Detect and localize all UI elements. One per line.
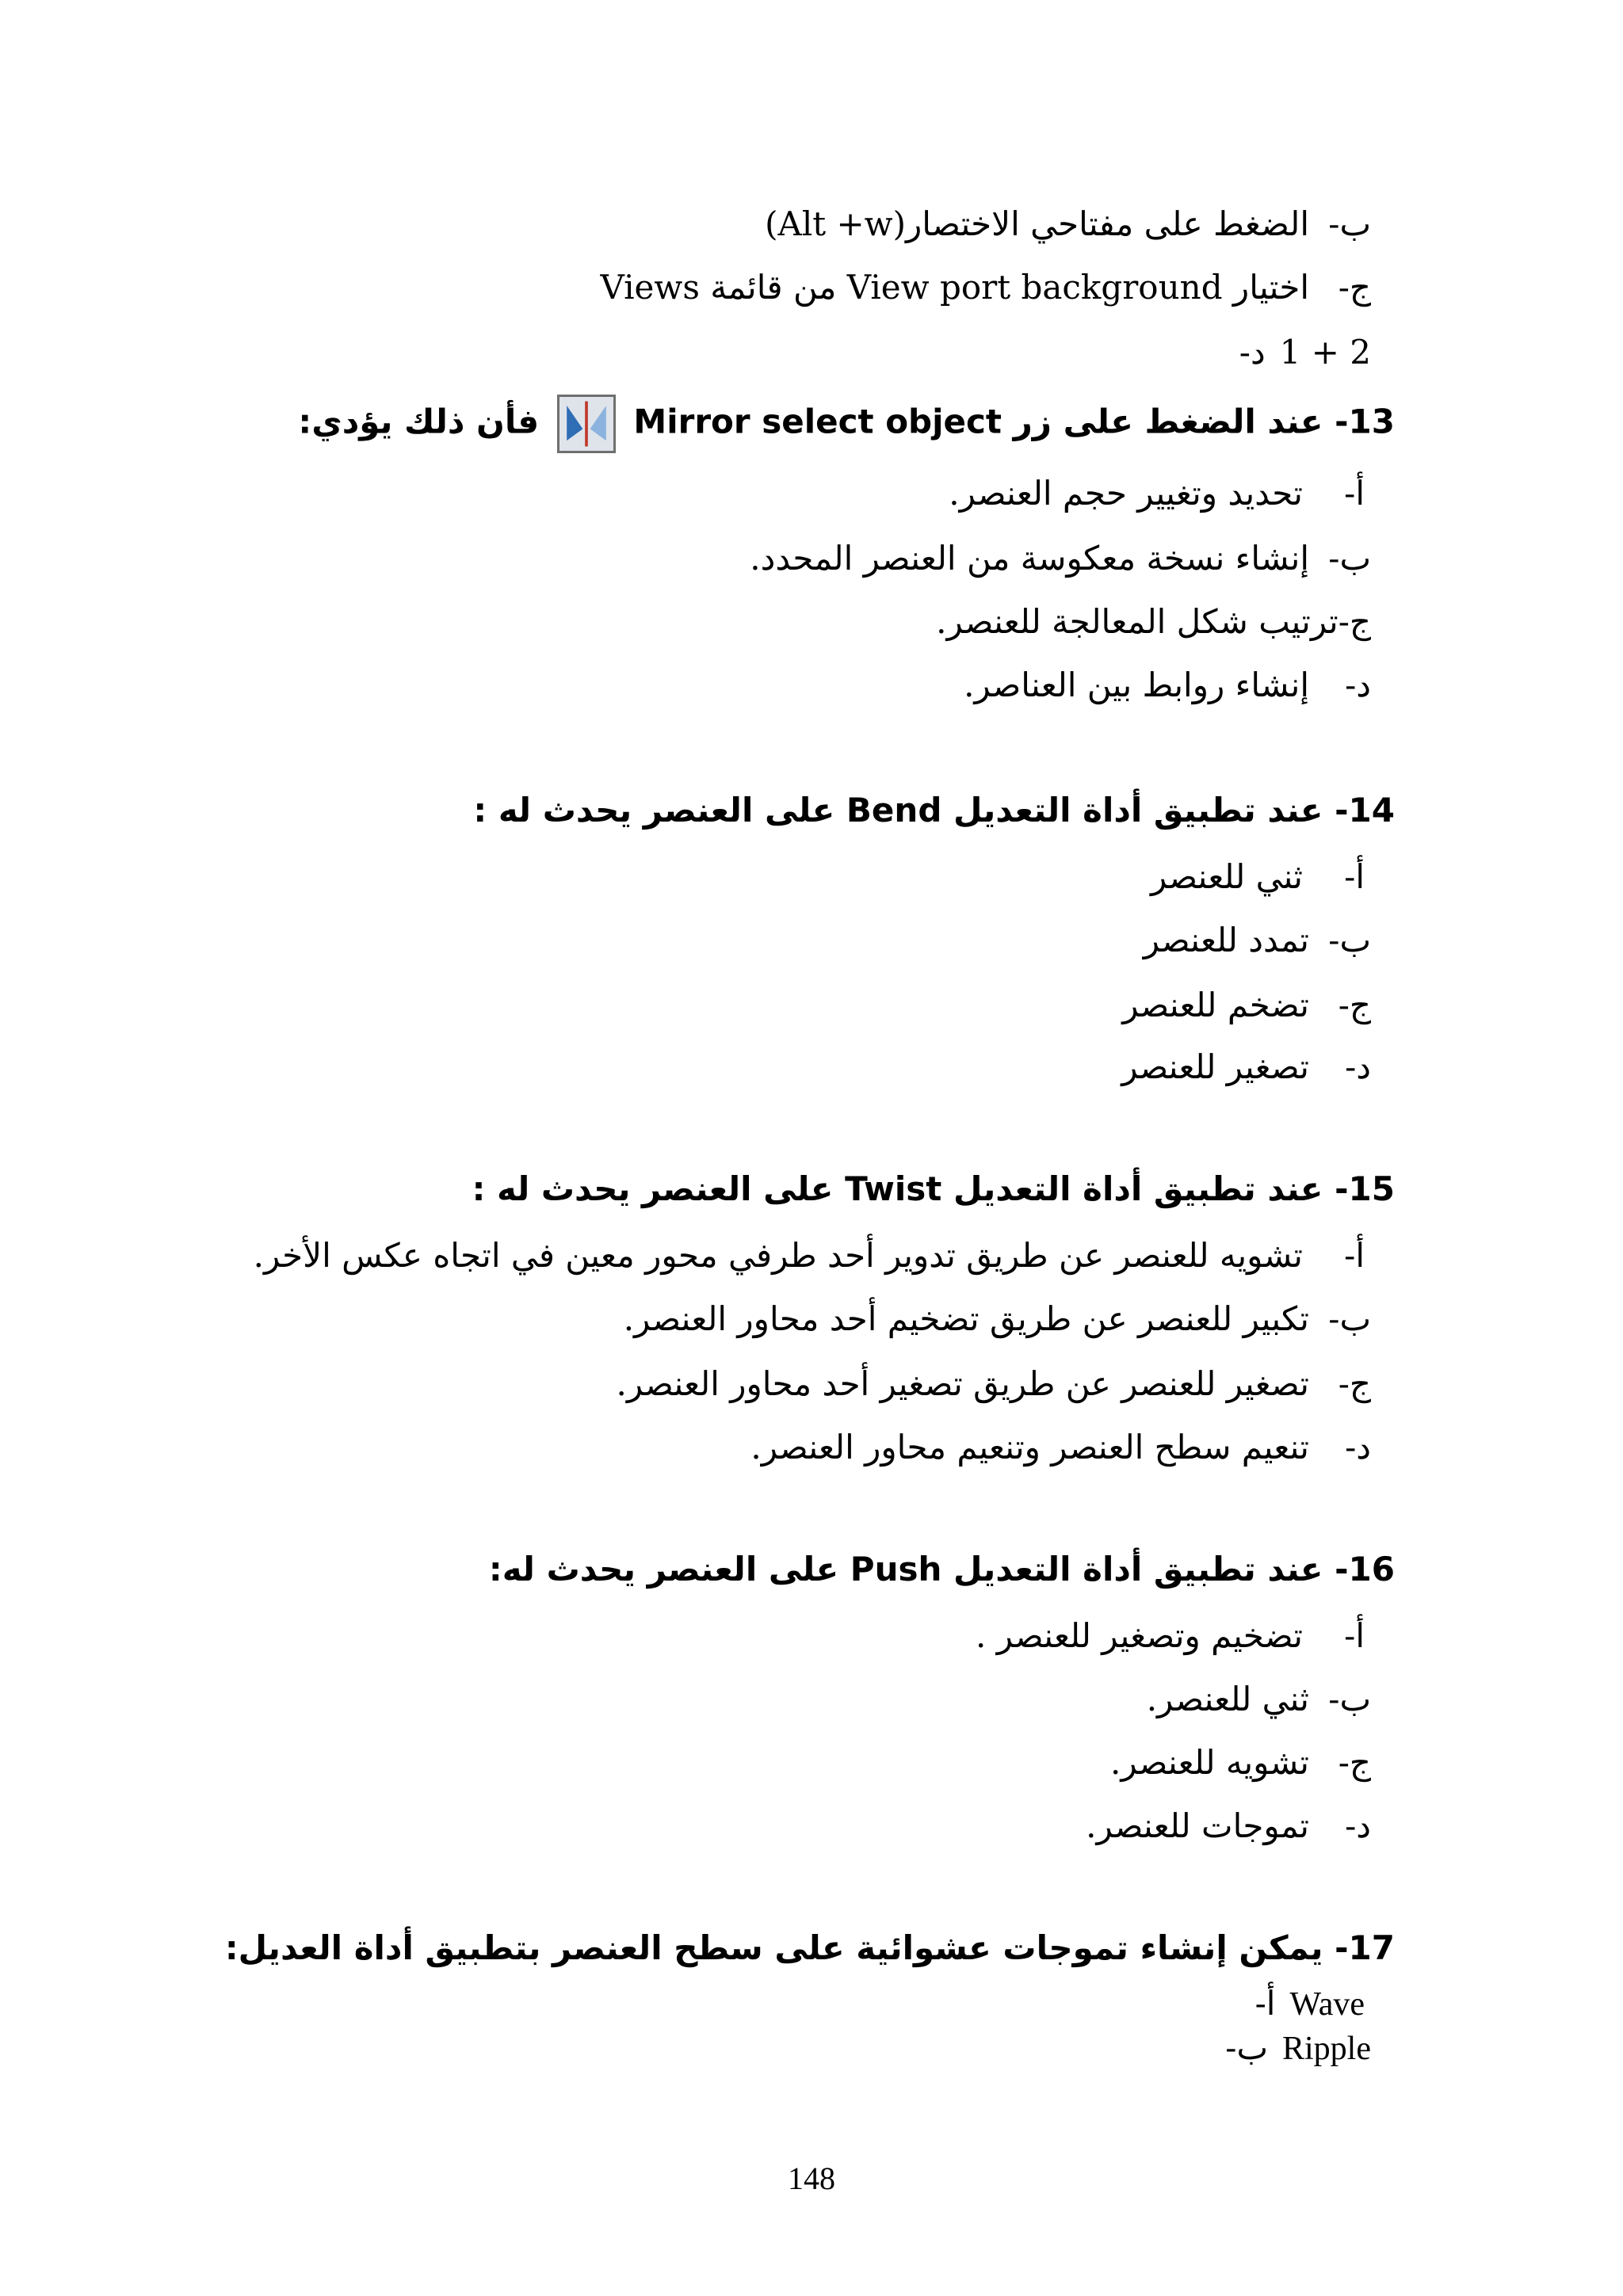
q13-option-d: د-إنشاء روابط بين العناصر. bbox=[964, 666, 1371, 704]
q17-option-a: أ- Wave bbox=[1254, 1984, 1365, 2023]
q13-number: 13- bbox=[1335, 402, 1395, 441]
q13-option-b: ب-إنشاء نسخة معكوسة من العنصر المحدد. bbox=[750, 539, 1371, 578]
q13-question bbox=[298, 395, 1395, 453]
q13-text-before-icon: عند الضغط على زر Mirror select object bbox=[633, 402, 1323, 441]
q15-text: عند تطبيق أداة التعديل Twist على العنصر يحدث له : bbox=[472, 1169, 1323, 1208]
q15-option-b: ب-تكبير للعنصر عن طريق تضخيم أحد محاور العنصر. bbox=[623, 1299, 1371, 1338]
q14-option-c: ج-تضخم للعنصر bbox=[1122, 986, 1371, 1024]
q16-option-a: أ-تضخيم وتصغير للعنصر . bbox=[976, 1616, 1365, 1655]
q15-option-d: د-تنعيم سطح العنصر وتنعيم محاور العنصر. bbox=[750, 1428, 1371, 1466]
q15-option-c: ج-تصغير للعنصر عن طريق تصغير أحد محاور العنصر. bbox=[616, 1364, 1371, 1403]
q14-text: عند تطبيق أداة التعديل Bend على العنصر يحدث له : bbox=[473, 791, 1323, 830]
q12-option-d: د- 1 + 2 bbox=[1239, 333, 1371, 372]
q15-question bbox=[472, 1169, 1395, 1209]
q12-option-b: ب-الضغط على مفتاحي الاختصار(Alt +w) bbox=[765, 204, 1371, 243]
q14-option-b: ب-تمدد للعنصر bbox=[1143, 921, 1371, 959]
q17-number: 17- bbox=[1335, 1928, 1395, 1967]
q17-option-b: ب- Ripple bbox=[1225, 2028, 1371, 2067]
q16-number: 16- bbox=[1335, 1550, 1395, 1589]
q16-question bbox=[489, 1550, 1395, 1589]
q16-text: عند تطبيق أداة التعديل Push على العنصر يحدث له: bbox=[488, 1550, 1323, 1589]
q12-option-c: ج-اختيار View port background من قائمة Views bbox=[600, 268, 1371, 307]
q14-option-d: د-تصغير للعنصر bbox=[1121, 1047, 1371, 1086]
q13-option-c: ج-ترتيب شكل المعالجة للعنصر. bbox=[936, 602, 1371, 641]
q13-option-a: أ-تحديد وتغيير حجم العنصر. bbox=[949, 474, 1365, 513]
q16-option-b: ب-ثني للعنصر. bbox=[1146, 1680, 1371, 1718]
page-number: 148 bbox=[788, 2161, 835, 2196]
q14-number: 14- bbox=[1335, 791, 1395, 830]
q17-text: يمكن إنشاء تموجات عشوائية على سطح العنصر بتطبيق أداة العديل: bbox=[224, 1928, 1323, 1967]
q14-option-a: أ-ثني للعنصر bbox=[1151, 857, 1365, 896]
q13-text-after-icon: فأن ذلك يؤدي: bbox=[298, 402, 540, 441]
q14-question bbox=[473, 791, 1395, 830]
mirror-tool-icon bbox=[557, 395, 616, 453]
q15-option-a: أ-تشويه للعنصر عن طريق تدوير أحد طرفي محور معين في اتجاه عكس الأخر. bbox=[253, 1236, 1365, 1275]
q16-option-c: ج-تشويه للعنصر. bbox=[1110, 1743, 1371, 1782]
q17-question bbox=[225, 1928, 1395, 1968]
q16-option-d: د-تموجات للعنصر. bbox=[1086, 1806, 1371, 1845]
q15-number: 15- bbox=[1335, 1169, 1395, 1208]
